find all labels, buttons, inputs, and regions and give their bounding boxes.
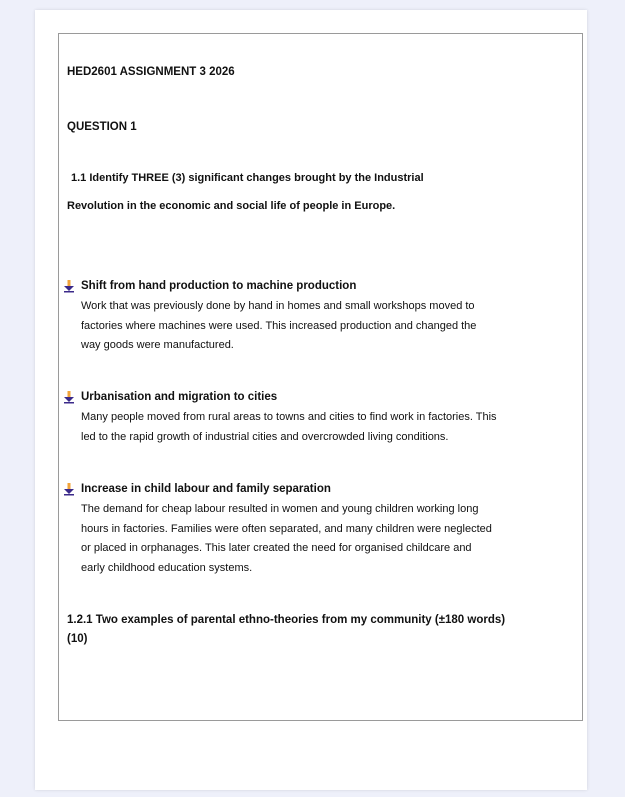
- assignment-title: HED2601 ASSIGNMENT 3 2026: [67, 66, 235, 78]
- question-1-2-1-marks: (10): [67, 633, 88, 645]
- bullet-text-line: or placed in orphanages. This later created the need for organised childcare and: [81, 542, 472, 555]
- bullet-text-line: led to the rapid growth of industrial cities and overcrowded living conditions.: [81, 430, 449, 443]
- bullet-text-line: factories where machines were used. This increased production and changed the: [81, 319, 477, 332]
- question-1-2-1-line-1: 1.2.1 Two examples of parental ethno-theories from my community (±180 words): [67, 614, 506, 626]
- bullet-text-line: Work that was previously done by hand in homes and small workshops moved to: [81, 300, 475, 312]
- down-arrow-bullet-icon: [62, 279, 76, 293]
- bullet-item: [62, 389, 507, 447]
- bullet-heading: Increase in child labour and family separation: [81, 483, 331, 495]
- bullet-text-line: The demand for cheap labour resulted in women and young children working long: [81, 503, 479, 515]
- bullet-heading: Shift from hand production to machine production: [81, 280, 357, 292]
- down-arrow-bullet-icon: [62, 390, 76, 404]
- bullet-text-line: Many people moved from rural areas to towns and cities to find work in factories. This: [81, 411, 497, 423]
- bullet-text-line: hours in factories. Families were often separated, and many children were neglected: [81, 522, 492, 535]
- question-1-1-line-2: Revolution in the economic and social life of people in Europe.: [67, 200, 396, 212]
- bullet-text-line: early childhood education systems.: [81, 561, 253, 574]
- bullet-heading: Urbanisation and migration to cities: [81, 391, 278, 403]
- question-heading: QUESTION 1: [67, 121, 137, 133]
- bullet-item: [62, 278, 507, 356]
- bullet-text-line: way goods were manufactured.: [81, 339, 234, 352]
- down-arrow-bullet-icon: [62, 482, 76, 496]
- question-1-1-line-1: 1.1 Identify THREE (3) significant changes brought by the Industrial: [71, 172, 424, 184]
- bullet-item: [62, 481, 507, 578]
